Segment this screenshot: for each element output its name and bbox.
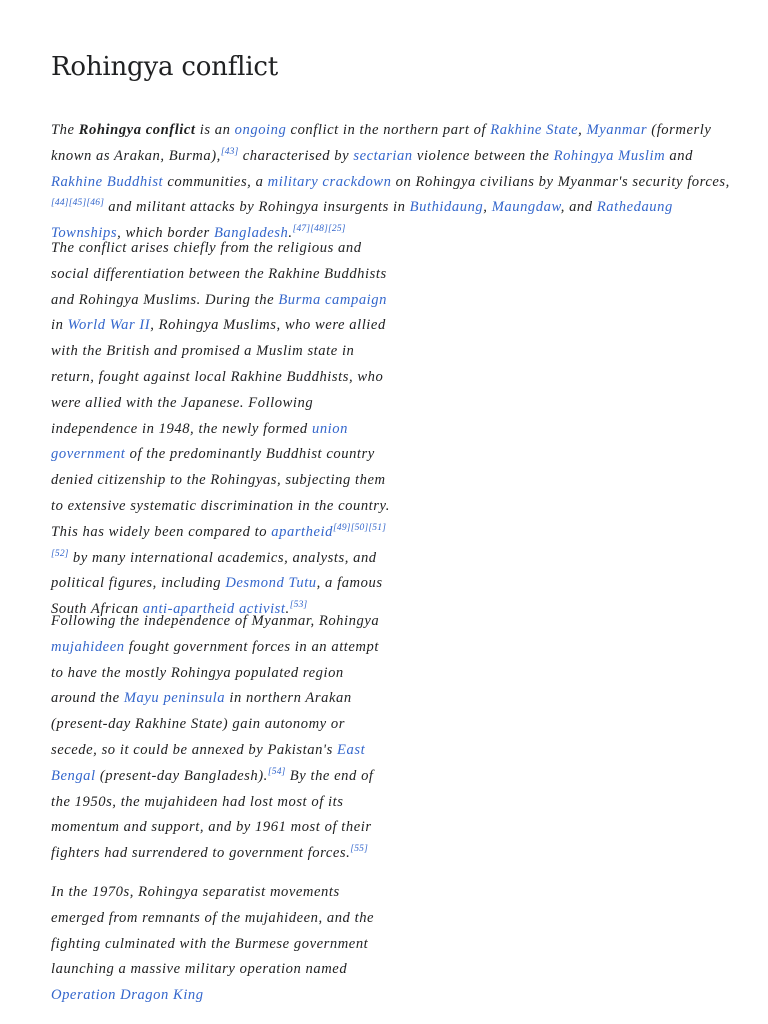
citation-link[interactable]: [48] [310,224,328,235]
text: characterised by [238,147,354,164]
link-rathedaung-townships[interactable]: Rathedaung Townships [51,199,673,242]
link-bangladesh[interactable]: Bangladesh [213,225,289,242]
text: Following the independence of Myanmar, Rohingya [51,613,380,629]
link-anti-apartheid-activist[interactable]: anti-apartheid activist [142,601,286,618]
link-mujahideen[interactable]: mujahideen [51,638,125,655]
citation-link[interactable]: [44] [51,198,69,209]
link-operation-dragon-king[interactable]: Operation Dragon King [51,987,204,1004]
citation-link[interactable]: [43] [220,146,239,157]
mujahideen-paragraph [51,609,381,867]
citation-link[interactable]: [54] [267,766,286,777]
link-apartheid[interactable]: apartheid [271,523,333,540]
citation-link[interactable]: [53] [289,600,308,611]
text: , Rohingya Muslims, who were allied with the British and promised a Muslim state in return, fought against local Rakhine Buddhists, who were allied with the Japanese. Following independence in 1948, the newly formed [51,317,386,437]
citation-link[interactable]: [50] [350,522,369,533]
link-ongoing[interactable]: ongoing [234,122,287,138]
text: is an [195,122,235,138]
text: and [665,147,693,164]
citation-link[interactable]: [46] [86,198,105,209]
text: by many international academics, analysts, and political figures, including [51,549,377,592]
text: conflict in the northern part of [286,122,491,138]
text: The conflict arises chiefly from the religious and social differentiation between the Rakhine Buddhists and Rohingya Muslims. During the [51,240,387,308]
text: of the predominantly Buddhist country denied citizenship to the Rohingyas, subjecting them to extensive systematic discrimination in the country. This has widely been compared to [51,446,390,540]
text: on Rohingya civilians by Myanmar's security forces, [391,173,730,190]
text: (formerly known as Arakan, Burma), [51,122,712,164]
text: By the end of the 1950s, the mujahideen had lost most of its momentum and support, and by 1961 most of their fighters had surrendered to government forces. [51,767,374,862]
text: violence between the [412,147,554,164]
citation-link[interactable]: [47] [292,224,311,235]
link-rakhine-buddhist[interactable]: Rakhine Buddhist [51,173,164,190]
text: , a famous South African [51,575,383,618]
text: . [288,225,293,242]
text: fought government forces in an attempt to have the mostly Rohingya populated region around the [51,638,379,707]
text: in [51,317,68,334]
link-military-crackdown[interactable]: military crackdown [267,173,392,190]
bold-term: Rohingya conflict [78,122,196,138]
page-title: Rohingya conflict [51,52,278,82]
citation-link[interactable]: [51] [368,522,387,533]
citation-link[interactable]: [45] [68,198,87,209]
link-sectarian[interactable]: sectarian [353,147,413,164]
text: . [285,601,290,618]
link-maungdaw[interactable]: Maungdaw [491,199,561,216]
separatist-paragraph [51,880,391,1009]
text: and militant attacks by Rohingya insurgents in [104,199,410,216]
text: communities, a [163,173,268,190]
citation-link[interactable]: [49] [332,522,351,533]
origins-paragraph [51,236,391,623]
text: , [483,199,492,216]
link-world-war-ii[interactable]: World War II [67,317,151,334]
link-burma-campaign[interactable]: Burma campaign [278,291,387,308]
text: The [51,122,79,138]
intro-paragraph [51,118,731,247]
text: (present-day Bangladesh). [95,767,268,784]
link-desmond-tutu[interactable]: Desmond Tutu [225,575,317,592]
link-east-bengal[interactable]: East Bengal [51,741,366,784]
link-union-government[interactable]: union government [51,420,348,463]
link-myanmar[interactable]: Myanmar [586,122,648,138]
citation-link[interactable]: [52] [51,548,69,559]
text: In the 1970s, Rohingya separatist movements emerged from remnants of the mujahideen, and the fighting culminated with the Burmese government launching a massive military operation named [51,884,375,978]
citation-link[interactable]: [55] [350,844,368,855]
text: in northern Arakan (present-day Rakhine State) gain autonomy or secede, so it could be annexed by Pakistan's [51,690,352,758]
link-rakhine-state[interactable]: Rakhine State [490,122,579,138]
text: , which border [117,225,214,242]
link-buthidaung[interactable]: Buthidaung [409,199,484,216]
link-mayu-peninsula[interactable]: Mayu peninsula [123,690,226,707]
link-rohingya-muslim[interactable]: Rohingya Muslim [553,147,666,164]
citation-link[interactable]: [25] [327,224,346,235]
text: , [578,122,587,138]
text: , and [560,199,597,216]
